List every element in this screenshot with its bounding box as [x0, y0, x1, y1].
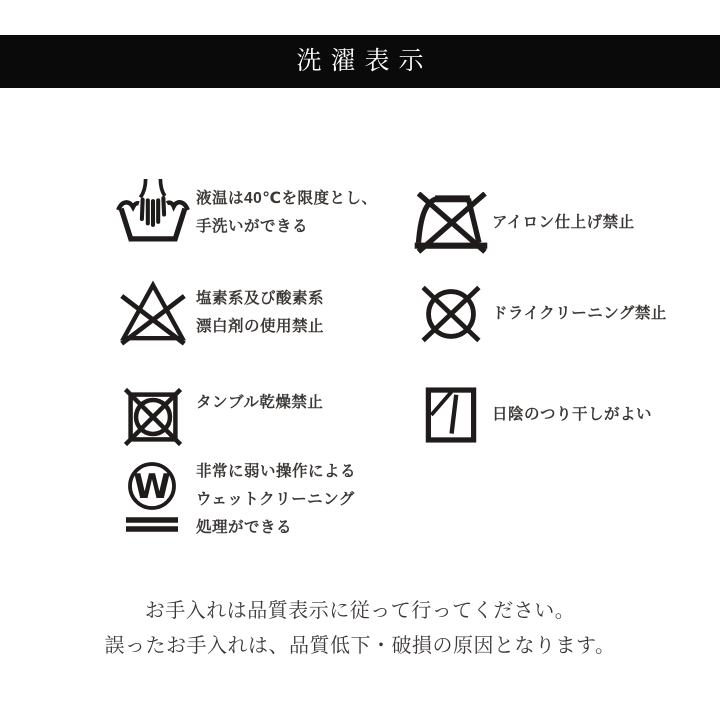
care-item-label: アイロン仕上げ禁止 — [492, 214, 635, 231]
care-item-label: 液温は40℃を限度とし、 手洗いができる — [196, 190, 378, 235]
header-band — [0, 35, 720, 88]
care-item-wet-cleaning — [110, 461, 356, 539]
care-item-no-tumble-dry — [110, 385, 323, 449]
care-item-label: タンブル乾燥禁止 — [196, 394, 324, 411]
note-line: 誤ったお手入れは、品質低下・破損の原因となります。 — [104, 635, 616, 657]
care-item-label: 日陰のつり干しがよい — [492, 406, 653, 423]
dry-cleaning-prohibited-icon — [410, 280, 492, 348]
care-instructions-note — [0, 594, 720, 664]
care-item-no-iron — [410, 192, 635, 254]
wet-cleaning-very-gentle-icon — [110, 461, 196, 539]
care-item-no-bleach — [110, 278, 324, 348]
bleach-prohibited-triangle-icon — [110, 278, 196, 348]
tumble-dry-prohibited-icon — [110, 385, 196, 449]
care-item-label: ドライクリーニング禁止 — [492, 305, 667, 322]
care-item-label: 非常に弱い操作による ウェットクリーニング 処理ができる — [196, 463, 357, 536]
shade-line-dry-icon — [410, 386, 492, 444]
care-item-hand-wash — [110, 176, 378, 250]
iron-prohibited-icon — [410, 192, 492, 254]
hand-wash-tub-icon — [110, 176, 196, 250]
svg-text:W: W — [133, 467, 171, 507]
care-item-no-dry-clean — [410, 280, 667, 348]
care-item-shade-line-dry — [410, 386, 652, 444]
note-line: お手入れは品質表示に従って行ってください。 — [144, 600, 576, 622]
care-item-label: 塩素系及び酸素系 漂白剤の使用禁止 — [196, 290, 325, 335]
page-title: 洗濯表示 — [296, 47, 433, 75]
